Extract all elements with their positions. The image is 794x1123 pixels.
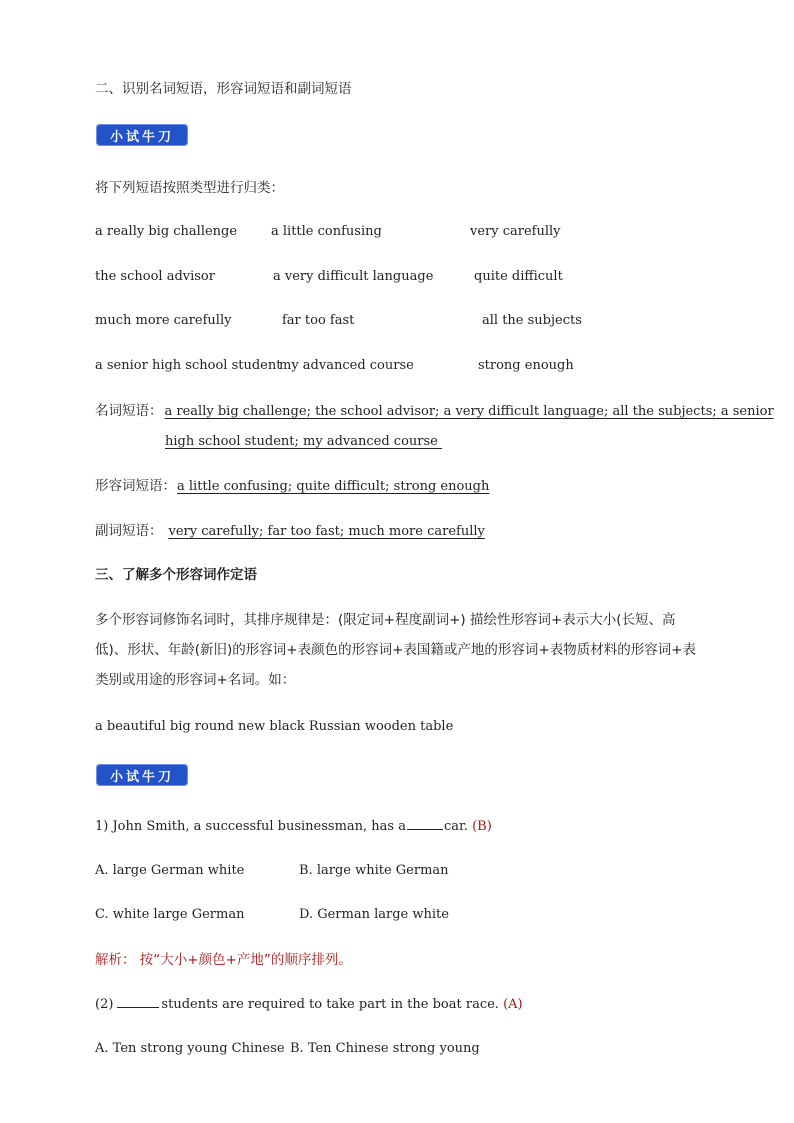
- question-1-text-end: car.: [443, 819, 468, 834]
- noun-phrase-label: 名词短语：: [95, 403, 163, 419]
- question-2-text: students are required to take part in the boat race.: [161, 997, 499, 1012]
- phrase-item: all the subjects: [482, 313, 582, 328]
- question-2-number: (2): [95, 997, 114, 1012]
- adjective-phrase-answer: [95, 477, 489, 496]
- phrase-item: a really big challenge: [95, 224, 238, 239]
- rule-text-line-3: 类别或用途的形容词+名词。如：: [95, 672, 296, 688]
- adjective-phrase-label: 形容词短语：: [95, 478, 176, 494]
- example-phrase: a beautiful big round new black Russian wooden table: [95, 719, 454, 734]
- phrase-item: very carefully: [470, 224, 561, 239]
- answer-blank: [117, 995, 159, 1008]
- phrase-item: my advanced course: [279, 358, 414, 373]
- section-heading-adjective-order: 三、了解多个形容词作定语: [95, 567, 257, 583]
- question-1-option-b: B. large white German: [299, 863, 449, 878]
- question-1-analysis: 解析： 按“大小+颜色+产地”的顺序排列。: [95, 952, 352, 968]
- question-1-stem: [95, 817, 492, 836]
- question-1-option-d: D. German large white: [299, 907, 449, 922]
- adverb-phrase-answer: [95, 522, 485, 541]
- phrase-item: the school advisor: [95, 269, 215, 284]
- noun-phrase-answer: [95, 402, 774, 421]
- noun-phrase-answer-continued: [165, 433, 472, 451]
- question-2-answer: (A): [503, 997, 523, 1012]
- question-1-answer: (B): [472, 819, 492, 834]
- practice-badge-2: 小试牛刀: [96, 764, 188, 786]
- question-2-option-a: A. Ten strong young Chinese: [95, 1041, 285, 1056]
- adverb-phrase-answer-text: very carefully; far too fast; much more carefully: [168, 524, 485, 539]
- noun-phrase-answer-text: a really big challenge; the school advisor; a very difficult language; all the subjects; a senior: [164, 404, 774, 419]
- phrase-item: much more carefully: [95, 313, 232, 328]
- noun-phrase-answer-text-2: high school student; my advanced course: [165, 434, 438, 449]
- rule-text-line-2: 低)、形状、年龄(新旧)的形容词+表颜色的形容词+表国籍或产地的形容词+表物质材料的形容词+表: [95, 642, 697, 658]
- answer-underline-tail: [438, 433, 472, 451]
- answer-blank: [407, 817, 443, 830]
- question-1-option-a: A. large German white: [95, 863, 245, 878]
- phrase-item: a senior high school student: [95, 358, 282, 373]
- question-2-stem: [95, 995, 523, 1014]
- instruction-text: 将下列短语按照类型进行归类：: [95, 180, 284, 196]
- phrase-item: quite difficult: [474, 269, 563, 284]
- section-heading-phrases: 二、识别名词短语，形容词短语和副词短语: [95, 81, 352, 97]
- practice-badge: 小试牛刀: [96, 124, 188, 146]
- question-2-option-b: B. Ten Chinese strong young: [290, 1041, 480, 1056]
- phrase-item: far too fast: [282, 313, 355, 328]
- adverb-phrase-label: 副词短语：: [95, 523, 163, 539]
- rule-text-line-1: 多个形容词修饰名词时，其排序规律是：(限定词+程度副词+) 描绘性形容词+表示大小(长短、高: [95, 612, 676, 628]
- question-1-text: 1) John Smith, a successful businessman, has a: [95, 819, 406, 834]
- phrase-item: strong enough: [478, 358, 574, 373]
- phrase-item: a very difficult language: [273, 269, 434, 284]
- question-1-option-c: C. white large German: [95, 907, 245, 922]
- phrase-item: a little confusing: [271, 224, 382, 239]
- adjective-phrase-answer-text: a little confusing; quite difficult; strong enough: [177, 479, 490, 494]
